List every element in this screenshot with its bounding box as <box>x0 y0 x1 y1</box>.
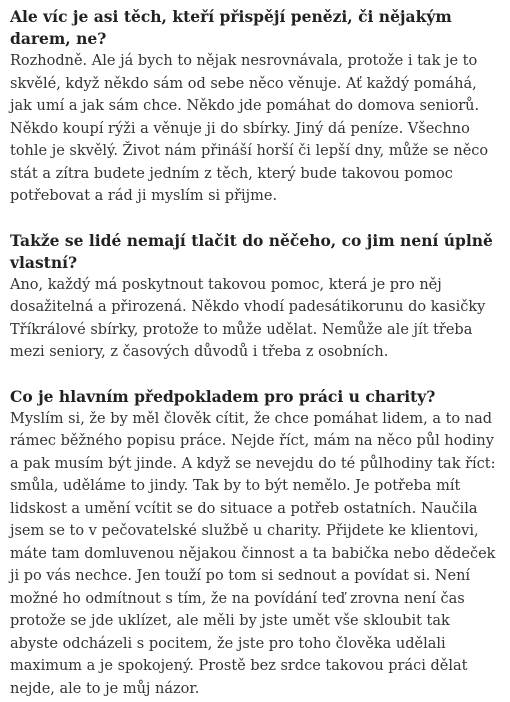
interview-answer: Rozhodně. Ale já bych to nějak nesrovnávala, protože i tak je to skvělé, když někdo sám od sebe něco věnuje. Ať každý pomáhá, jak umí a jak sám chce. Někdo jde pomáhat do domova seniorů. Někdo koupí rýži a věnuje ji do sbírky. Jiný dá peníze. Všechno tohle je skvělý. Život nám přináší horší či lepší dny, může se něco stát a zítra budete jedním z těch, který bude takovou pomoc potřebovat a rád ji myslím si přijme. <box>10 53 489 204</box>
interview-question: Co je hlavním předpokladem pro práci u charity? <box>10 386 436 406</box>
interview-question: Takže se lidé nemají tlačit do něčeho, co jim není úplně vlastní? <box>10 230 493 272</box>
interview-answer: Ano, každý má poskytnout takovou pomoc, která je pro něj dosažitelná a přirozená. Někdo vhodí padesátikorunu do kasičky Tříkrálové sbírky, protože to může udělat. Nemůže ale jít třeba mezi seniory, z časových důvodů i třeba z osobních. <box>10 276 486 360</box>
interview-answer: Myslím si, že by měl člověk cítit, že chce pomáhat lidem, a to nad rámec běžného popisu práce. Nejde říct, mám na něco půl hodiny a pak musím být jinde. A když se nevejdu do té půlhodiny tak říct: smůla, uděláme to jindy. Tak by to být nemělo. Je potřeba mít lidskost a umění vcítit se do situace a potřeb ostatních. Naučila jsem se to v pečovatelské službě u charity. Přijdete ke klientovi, máte tam domluvenou nějakou činnost a ta babička nebo dědeček ji po vás nechce. Jen touží po tom si sednout a povídat si. Není možné ho odmítnout s tím, že na povídání teď zrovna není čas protože se jde uklízet, ale měli by jste umět vše skloubit tak abyste odcházeli s pocitem, že jste pro toho člověka udělali maximum a je spokojený. Prostě bez srdce takovou práci dělat nejde, ale to je můj názor. <box>10 410 496 697</box>
qa-section-1 <box>10 6 502 208</box>
interview-question: Ale víc je asi těch, kteří přispějí penězi, či nějakým darem, ne? <box>10 7 452 48</box>
qa-section-2 <box>10 230 502 364</box>
qa-section-3 <box>10 386 502 701</box>
